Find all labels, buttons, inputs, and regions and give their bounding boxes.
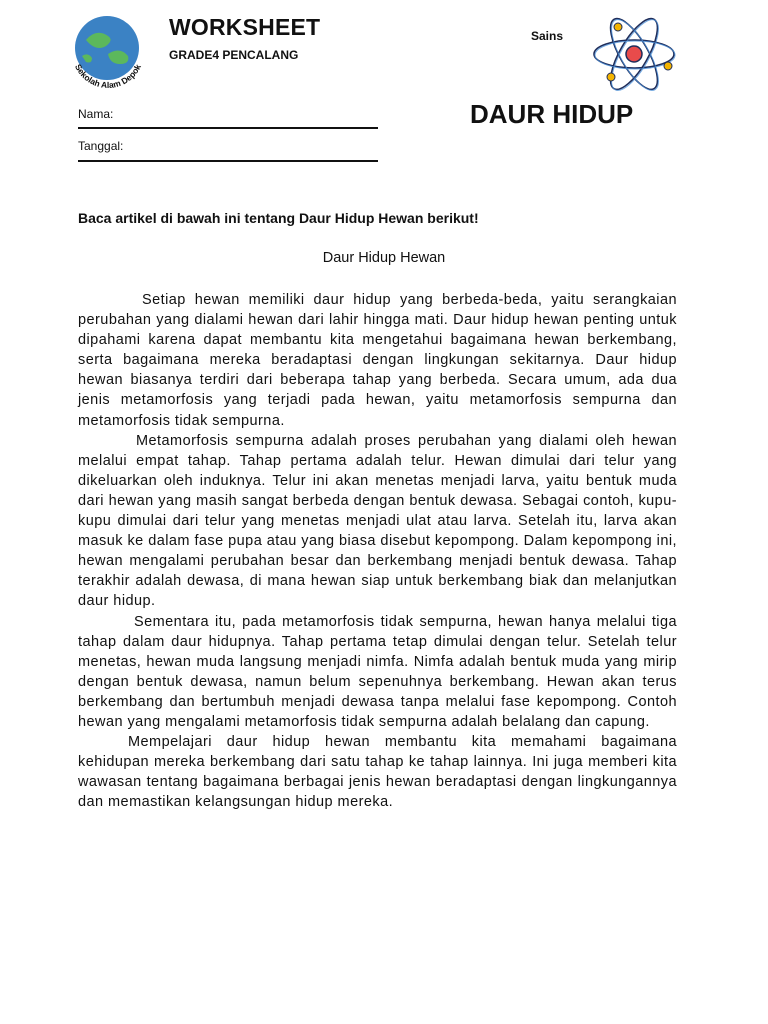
- school-logo: [64, 10, 150, 96]
- grade-label: GRADE4 PENCALANG: [169, 48, 299, 62]
- date-field[interactable]: [78, 160, 378, 162]
- article-paragraph: Metamorfosis sempurna adalah proses perubahan yang dialami oleh hewan melalui empat tahap. Tahap pertama adalah telur. Hewan dimulai dari telur yang dikeluarkan oleh induknya. Telur ini akan menetas menjadi larva, yaitu bentuk muda dari hewan yang masih sangat berbeda dengan bentuk dewasa. Sebagai contoh, kupu-kupu dimulai dari telur yang menetas menjadi ulat atau larva. Setelah itu, larva akan masuk ke dalam fase pupa atau yang biasa disebut kepompong. Dalam kepompong ini, hewan mengalami perubahan besar dan berkembang menjadi bentuk dewasa. Tahap terakhir adalah dewasa, di mana hewan siap untuk berkembang biak dan melanjutkan daur hidup.: [78, 432, 677, 610]
- name-field[interactable]: [78, 127, 378, 129]
- topic-heading: DAUR HIDUP: [470, 99, 634, 129]
- name-label: Nama:: [78, 107, 114, 121]
- instruction-text: Baca artikel di bawah ini tentang Daur Hidup Hewan berikut!: [78, 210, 479, 226]
- article-paragraph: Sementara itu, pada metamorfosis tidak sempurna, hewan hanya melalui tiga tahap dalam daur hidupnya. Tahap pertama tetap dimulai dengan telur. Setelah telur menetas, hewan muda langsung menjadi nimfa. Nimfa adalah bentuk muda yang mirip dengan bentuk dewasa, namun belum sepenuhnya berkembang. Hewan akan terus berkembang dan bertumbuh menjadi dewasa tanpa melalui fase kepompong. Contoh hewan yang mengalami metamorfosis tidak sempurna adalah belalang dan capung.: [78, 613, 677, 730]
- school-logo-text: Sekolah Alam Depok: [73, 62, 143, 91]
- worksheet-title: WORKSHEET: [169, 14, 321, 40]
- subject-label: Sains: [531, 29, 564, 43]
- article-body: [78, 290, 677, 812]
- atom-icon: [588, 14, 680, 94]
- article-paragraph: Mempelajari daur hidup hewan membantu kita memahami bagaimana kehidupan mereka berkembang dari satu tahap ke tahap lainnya. Ini juga memberi kita wawasan tentang bagaimana berbagai jenis hewan beradaptasi dengan lingkungannya dan memastikan kelangsungan hidup mereka.: [78, 734, 677, 811]
- date-label: Tanggal:: [78, 139, 124, 153]
- article-paragraph: Setiap hewan memiliki daur hidup yang berbeda-beda, yaitu serangkaian perubahan yang dialami hewan dari lahir hingga mati. Daur hidup hewan penting untuk dipahami karena dapat membantu kita mengetahui bagaimana hewan berkembang, serta bagaimana mereka beradaptasi dengan lingkungan sekitarnya. Daur hidup hewan biasanya terdiri dari beberapa tahap yang berbeda. Secara umum, ada dua jenis metamorfosis yang terjadi pada hewan, yaitu metamorfosis sempurna dan metamorfosis tidak sempurna.: [78, 292, 677, 429]
- article-title: Daur Hidup Hewan: [322, 250, 446, 266]
